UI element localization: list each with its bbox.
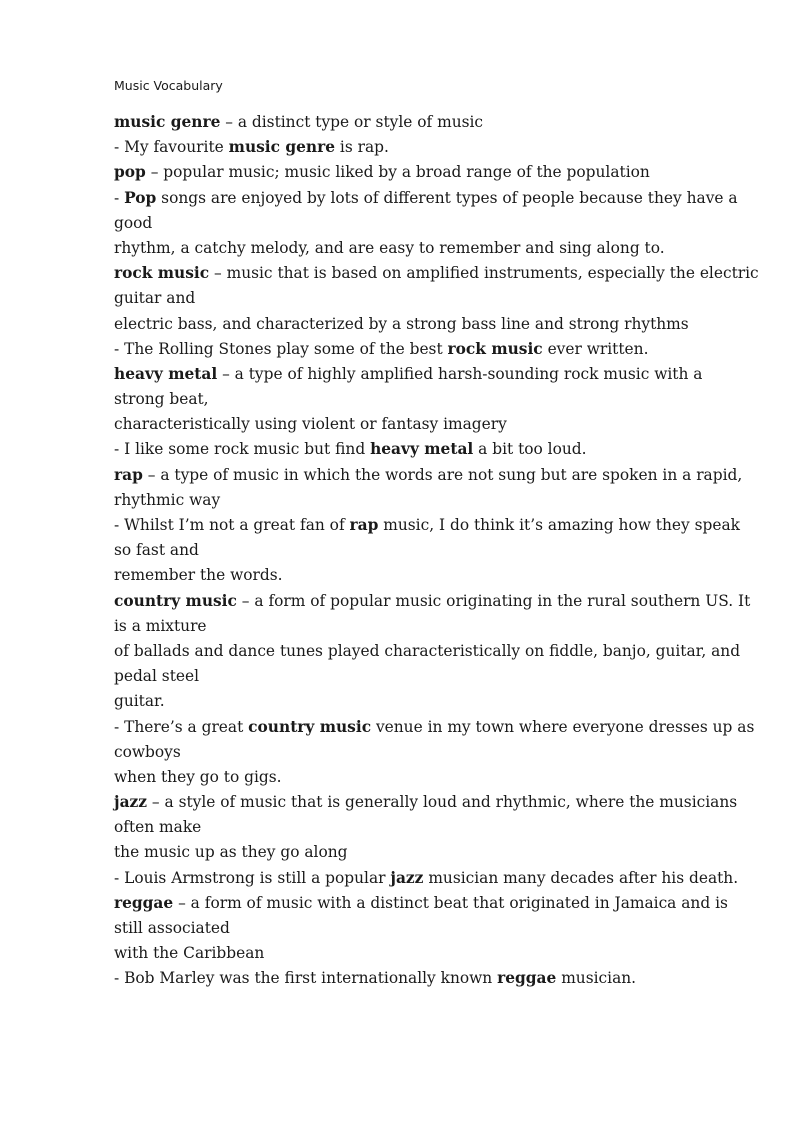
text-segment: rhythmic way (114, 490, 221, 509)
text-line (114, 160, 754, 185)
text-segment: remember the words. (114, 566, 283, 585)
text-segment: when they go to gigs. (114, 767, 282, 786)
vocabulary-term: rap (114, 465, 143, 484)
vocabulary-term: jazz (114, 793, 148, 812)
text-segment: guitar and (114, 289, 196, 308)
text-line (114, 765, 754, 790)
text-segment: characteristically using violent or fantasy imagery (114, 415, 507, 434)
text-line (114, 488, 754, 513)
text-segment: electric bass, and characterized by a strong bass line and strong rhythms (114, 314, 689, 333)
text-segment: musician. (556, 969, 637, 988)
text-line (114, 614, 754, 639)
text-segment: a bit too loud. (473, 440, 587, 459)
text-segment: – a distinct type or style of music (220, 113, 484, 131)
vocabulary-term: country music (248, 717, 372, 736)
vocabulary-term: rap (349, 516, 379, 534)
text-segment: – a type of music in which the words are not sung but are spoken in a rapid, (142, 465, 743, 484)
vocabulary-term: reggae (114, 893, 174, 912)
text-segment: venue in my town where everyone dresses up as (371, 717, 755, 736)
text-line (114, 513, 754, 538)
vocabulary-term: music genre (228, 138, 336, 157)
vocabulary-term: heavy metal (114, 364, 218, 383)
vocabulary-term: rock music (114, 264, 210, 283)
text-line (114, 236, 754, 261)
text-line (114, 740, 754, 765)
text-line (114, 790, 754, 815)
text-line (114, 715, 754, 740)
text-line (114, 689, 754, 714)
text-line (114, 941, 754, 966)
text-segment: - There’s a great (114, 717, 249, 736)
text-segment: pedal steel (114, 667, 200, 686)
text-segment: - (114, 188, 125, 207)
text-line (114, 916, 754, 941)
text-segment: music, I do think it’s amazing how they speak (378, 516, 740, 534)
text-line (114, 312, 754, 337)
text-segment: - Whilst I’m not a great fan of (114, 516, 350, 534)
text-segment: is rap. (335, 138, 389, 157)
vocabulary-term: reggae (497, 969, 557, 988)
text-line (114, 110, 754, 135)
text-segment: often make (114, 818, 202, 837)
text-segment: with the Caribbean (114, 944, 265, 963)
text-segment: – music that is based on amplified instruments, especially the electric (209, 264, 759, 283)
text-line (114, 891, 754, 916)
document-page (114, 75, 759, 992)
text-line (114, 337, 754, 362)
document-body (114, 110, 759, 992)
text-segment: - I like some rock music but find (114, 440, 371, 459)
text-segment: guitar. (114, 692, 165, 711)
vocabulary-term: pop (114, 163, 146, 182)
text-segment: rhythm, a catchy melody, and are easy to remember and sing along to. (114, 238, 665, 257)
text-segment: – a style of music that is generally loud and rhythmic, where the musicians (147, 793, 738, 812)
text-line (114, 211, 754, 236)
text-segment: is a mixture (114, 616, 207, 635)
text-segment: – a type of highly amplified harsh-sounding rock music with a (217, 364, 703, 383)
text-line (114, 966, 754, 991)
text-line (114, 261, 759, 286)
text-line (114, 815, 754, 840)
text-segment: ever written. (542, 339, 649, 358)
vocabulary-term: music genre (114, 113, 221, 131)
text-line (114, 840, 754, 865)
text-line (114, 286, 754, 311)
text-line (114, 437, 754, 462)
text-segment: the music up as they go along (114, 843, 348, 862)
text-line (114, 866, 754, 891)
text-segment: musician many decades after his death. (423, 868, 739, 887)
text-line (114, 563, 754, 588)
vocabulary-term: jazz (390, 868, 424, 887)
text-segment: – popular music; music liked by a broad range of the population (145, 163, 650, 182)
text-segment: cowboys (114, 742, 181, 761)
vocabulary-term: rock music (447, 339, 543, 358)
text-line (114, 387, 754, 412)
text-segment: - The Rolling Stones play some of the best (114, 339, 448, 358)
text-segment: so fast and (114, 541, 199, 560)
vocabulary-term: country music (114, 591, 237, 610)
text-segment: still associated (114, 919, 230, 937)
text-line (114, 135, 754, 160)
text-segment: strong beat, (114, 390, 209, 409)
text-line (114, 186, 754, 211)
text-line (114, 538, 754, 563)
text-segment: – a form of popular music originating in the rural southern US. It (236, 591, 751, 610)
vocabulary-term: heavy metal (370, 440, 474, 459)
vocabulary-term: Pop (124, 188, 157, 207)
text-line (114, 412, 754, 437)
text-line (114, 589, 754, 614)
text-segment: songs are enjoyed by lots of different types of people because they have a (156, 188, 738, 207)
text-segment: of ballads and dance tunes played characteristically on fiddle, banjo, guitar, and (114, 641, 741, 660)
text-segment: - My favourite (114, 138, 229, 157)
text-line (114, 362, 754, 387)
text-line (114, 463, 754, 488)
text-segment: – a form of music with a distinct beat that originated in Jamaica and is (173, 893, 728, 912)
text-line (114, 639, 754, 664)
document-header: Music Vocabulary (114, 78, 223, 93)
text-line (114, 664, 754, 689)
text-segment: good (114, 213, 153, 232)
text-segment: - Louis Armstrong is still a popular (114, 868, 391, 887)
text-segment: - Bob Marley was the first internationally known (114, 969, 498, 988)
